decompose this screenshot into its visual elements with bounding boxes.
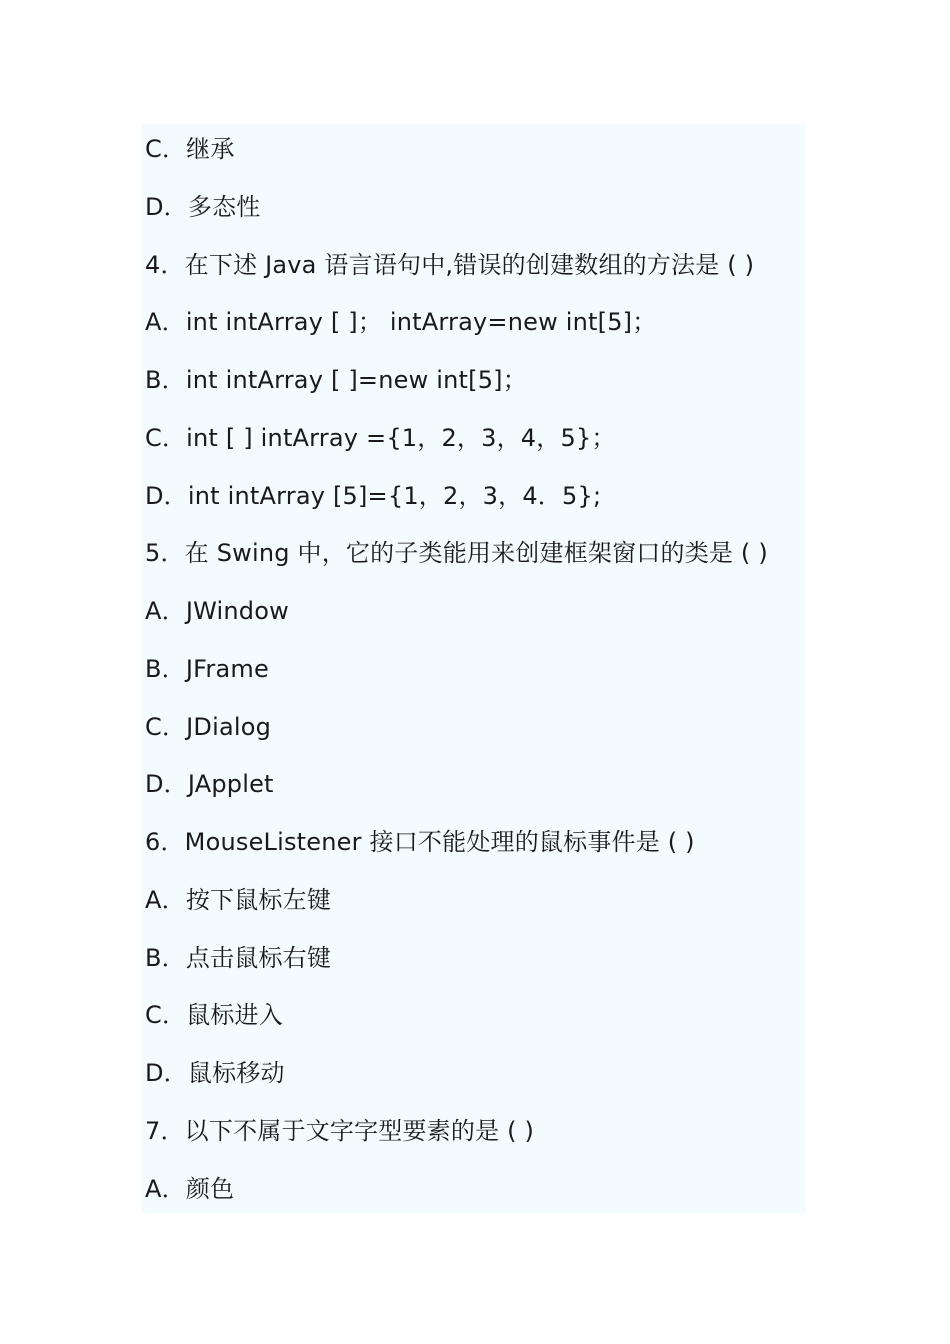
q6-option-b: B．点击鼠标右键 — [145, 943, 332, 972]
q4-option-d: D．int intArray [5]={1，2，3，4．5}; — [145, 481, 602, 510]
q4-option-a: A．int intArray [ ]； intArray=new int[5]； — [145, 308, 657, 337]
q4-option-c: C．int [ ] intArray ={1，2，3，4，5}； — [145, 423, 616, 452]
q6-option-a: A．按下鼠标左键 — [145, 885, 332, 914]
q4-option-b: B．int intArray [ ]=new int[5]； — [145, 366, 527, 394]
question-6: 6．MouseListener 接口不能处理的鼠标事件是 ( ) — [145, 828, 695, 856]
option-c-inheritance: C．继承 — [145, 135, 235, 163]
q7-option-a: A．颜色 — [145, 1174, 235, 1203]
q5-option-d: D．JApplet — [145, 770, 274, 799]
question-5: 5．在 Swing 中，它的子类能用来创建框架窗口的类是 ( ) — [145, 539, 768, 568]
option-d-polymorphism: D．多态性 — [145, 192, 261, 221]
q6-option-c: C．鼠标进入 — [145, 1001, 283, 1030]
q6-option-d: D．鼠标移动 — [145, 1059, 285, 1087]
q5-option-a: A．JWindow — [145, 597, 289, 625]
question-list — [145, 126, 805, 1223]
q5-option-b: B．JFrame — [145, 654, 269, 683]
question-4: 4．在下述 Java 语言语句中,错误的创建数组的方法是 ( ) — [145, 250, 755, 279]
question-7: 7．以下不属于文字字型要素的是 ( ) — [145, 1116, 535, 1145]
q5-option-c: C．JDialog — [145, 712, 272, 741]
